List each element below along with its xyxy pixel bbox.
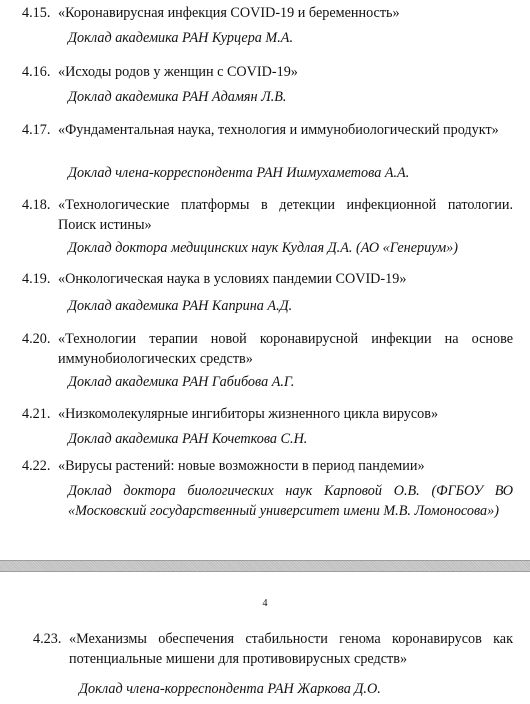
item-number: 4.15. [22, 5, 51, 21]
item-title: «Вирусы растений: новые возможности в период пандемии» [58, 458, 425, 474]
item-number: 4.21. [22, 406, 51, 422]
item-number: 4.18. [22, 197, 51, 213]
item-speaker: Доклад члена-корреспондента РАН Ишмухаметова А.А. [68, 165, 410, 181]
item-title: «Технологические платформы в детекции инфекционной патологии. Поиск истины» [58, 197, 513, 233]
item-number: 4.19. [22, 271, 51, 287]
page-number: 4 [262, 598, 268, 609]
item-speaker: Доклад академика РАН Габибова А.Г. [68, 374, 295, 390]
document-page-next [0, 572, 530, 704]
item-title: «Низкомолекулярные ингибиторы жизненного цикла вирусов» [58, 406, 439, 422]
item-speaker: Доклад члена-корреспондента РАН Жаркова Д.О. [79, 681, 381, 697]
item-title: «Исходы родов у женщин с COVID-19» [58, 64, 298, 80]
item-number: 4.16. [22, 64, 51, 80]
item-title: «Механизмы обеспечения стабильности генома коронавирусов как потенциальные мишени для противовирусных средств» [69, 631, 513, 667]
item-speaker: Доклад академика РАН Каприна А.Д. [68, 298, 293, 314]
item-number: 4.17. [22, 122, 51, 138]
item-title: «Коронавирусная инфекция COVID-19 и беременность» [58, 5, 400, 21]
item-title: «Технологии терапии новой коронавирусной инфекции на основе иммунобиологических средств» [58, 331, 513, 367]
item-number: 4.23. [33, 631, 62, 647]
page-separator [0, 560, 530, 572]
item-title: «Онкологическая наука в условиях пандемии COVID-19» [58, 271, 407, 287]
item-number: 4.22. [22, 458, 51, 474]
item-number: 4.20. [22, 331, 51, 347]
item-title: «Фундаментальная наука, технология и иммунобиологический продукт» [58, 122, 499, 138]
item-speaker: Доклад доктора медицинских наук Кудлая Д.А. (АО «Генериум») [68, 240, 458, 256]
item-speaker: Доклад доктора биологических наук Карповой О.В. (ФГБОУ ВО «Московский государственный университет имени М.В. Ломоносова») [68, 483, 513, 519]
item-speaker: Доклад академика РАН Курцера М.А. [68, 30, 294, 46]
item-speaker: Доклад академика РАН Кочеткова С.Н. [68, 431, 308, 447]
item-speaker: Доклад академика РАН Адамян Л.В. [68, 89, 287, 105]
